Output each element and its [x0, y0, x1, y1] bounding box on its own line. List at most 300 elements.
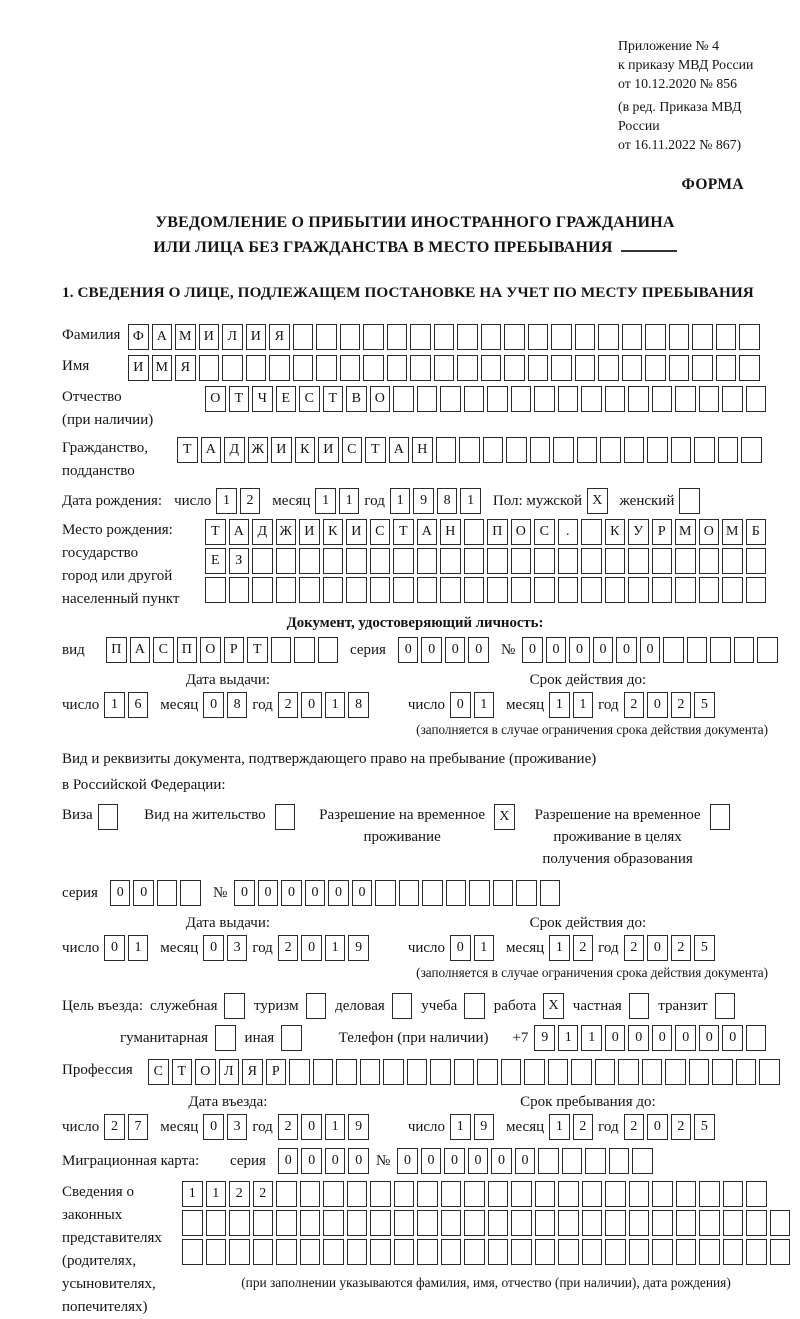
char-box — [501, 1059, 522, 1085]
firstname-boxes — [128, 355, 760, 381]
char-box: И — [346, 519, 367, 545]
char-box: 8 — [227, 692, 248, 718]
char-box — [370, 1210, 391, 1236]
char-box — [645, 324, 666, 350]
char-box: 0 — [647, 1114, 668, 1140]
entry-day-boxes — [104, 1114, 148, 1140]
char-box: 2 — [278, 935, 299, 961]
char-box — [430, 1059, 451, 1085]
valid-until-header: Срок действия до: — [529, 915, 647, 931]
phone-prefix: +7 — [512, 1029, 529, 1046]
char-box — [488, 1181, 509, 1207]
profession-label: Профессия — [62, 1062, 133, 1078]
purpose-option: частная — [573, 993, 650, 1019]
year-label: год — [252, 696, 273, 713]
purpose-checkbox — [464, 993, 485, 1019]
char-box — [736, 1059, 757, 1085]
char-box: 0 — [515, 1148, 536, 1174]
char-box — [464, 1239, 485, 1265]
char-box: 1 — [474, 935, 495, 961]
char-box: Н — [412, 437, 433, 463]
valid-year-boxes — [624, 935, 715, 961]
char-box — [488, 1239, 509, 1265]
legal-reps-label: Сведения о законных представителях (родителях, усыновителях, попечителях) — [62, 1184, 162, 1315]
legal-reps-row-3 — [182, 1239, 790, 1265]
char-box — [699, 1181, 720, 1207]
field-patronymic — [62, 386, 768, 432]
char-box — [534, 577, 555, 603]
purpose-checkbox — [392, 993, 413, 1019]
month-label: месяц — [506, 939, 545, 956]
char-box — [410, 324, 431, 350]
char-box — [652, 1181, 673, 1207]
legal-reps-row-1 — [182, 1181, 790, 1207]
char-box — [222, 355, 243, 381]
char-box — [528, 355, 549, 381]
char-box — [551, 324, 572, 350]
char-box — [276, 548, 297, 574]
char-box: П — [487, 519, 508, 545]
char-box: 0 — [675, 1025, 696, 1051]
char-box: Т — [205, 519, 226, 545]
year-label: год — [364, 492, 385, 509]
char-box — [436, 437, 457, 463]
char-box: 0 — [421, 1148, 442, 1174]
birthplace-row-1 — [205, 519, 766, 545]
issue-date-header: Дата выдачи: — [185, 915, 271, 931]
day-label: число — [62, 696, 100, 713]
option-visa — [62, 804, 118, 830]
char-box: 1 — [581, 1025, 602, 1051]
issue-day-boxes — [104, 692, 148, 718]
char-box — [675, 386, 696, 412]
char-box — [370, 577, 391, 603]
char-box — [300, 1239, 321, 1265]
legal-reps-section — [62, 1181, 768, 1319]
entry-month-boxes — [203, 1114, 247, 1140]
char-box — [600, 437, 621, 463]
char-box — [323, 1210, 344, 1236]
annex-line: (в ред. Приказа МВД России — [618, 99, 742, 133]
surname-boxes — [128, 324, 760, 350]
char-box — [746, 577, 767, 603]
char-box — [645, 355, 666, 381]
char-box: Я — [242, 1059, 263, 1085]
char-box: С — [299, 386, 320, 412]
char-box: О — [699, 519, 720, 545]
char-box — [605, 386, 626, 412]
char-box: 0 — [468, 637, 489, 663]
month-label: месяц — [160, 1118, 199, 1135]
purpose-checkbox — [281, 1025, 302, 1051]
char-box: 1 — [558, 1025, 579, 1051]
char-box — [511, 1210, 532, 1236]
char-box: 0 — [110, 880, 131, 906]
annex-line: от 10.12.2020 № 856 — [618, 76, 738, 91]
char-box — [605, 1239, 626, 1265]
char-box — [375, 880, 396, 906]
char-box: 1 — [549, 935, 570, 961]
entry-dates — [62, 1094, 768, 1140]
char-box: И — [246, 324, 267, 350]
char-box: 1 — [450, 1114, 471, 1140]
char-box — [723, 1239, 744, 1265]
char-box — [299, 548, 320, 574]
char-box — [459, 437, 480, 463]
series-label: серия — [230, 1152, 266, 1169]
char-box — [394, 1181, 415, 1207]
char-box: 0 — [301, 1114, 322, 1140]
char-box: З — [229, 548, 250, 574]
option-temp-residence-education — [535, 804, 730, 870]
char-box — [716, 355, 737, 381]
char-box: А — [417, 519, 438, 545]
char-box — [454, 1059, 475, 1085]
char-box — [540, 880, 561, 906]
char-box: С — [370, 519, 391, 545]
char-box — [535, 1181, 556, 1207]
year-label: год — [252, 939, 273, 956]
char-box — [741, 437, 762, 463]
char-box: 9 — [534, 1025, 555, 1051]
char-box — [464, 1210, 485, 1236]
doc-number-boxes — [522, 637, 778, 663]
char-box: 9 — [413, 488, 434, 514]
doc-series-boxes — [398, 637, 489, 663]
birthdate-year-boxes — [390, 488, 481, 514]
char-box: 2 — [671, 935, 692, 961]
char-box: Т — [393, 519, 414, 545]
char-box — [581, 386, 602, 412]
char-box: 5 — [694, 1114, 715, 1140]
char-box — [206, 1239, 227, 1265]
option-label: Разрешение на временное проживание в целях получения образования — [534, 807, 701, 867]
char-box: 0 — [348, 1148, 369, 1174]
field-birthdate — [62, 488, 768, 514]
char-box — [739, 355, 760, 381]
form-label: ФОРМА — [681, 176, 744, 193]
char-box: 0 — [445, 637, 466, 663]
char-box — [663, 637, 684, 663]
char-box — [506, 437, 527, 463]
char-box: Т — [365, 437, 386, 463]
series-label: серия — [62, 884, 98, 901]
char-box — [575, 324, 596, 350]
char-box: М — [175, 324, 196, 350]
char-box — [293, 324, 314, 350]
char-box: 1 — [182, 1181, 203, 1207]
char-box: П — [177, 637, 198, 663]
doc-type-boxes — [106, 637, 338, 663]
char-box: А — [389, 437, 410, 463]
char-box — [481, 355, 502, 381]
purpose-option: служебная — [150, 993, 245, 1019]
field-profession — [62, 1059, 768, 1085]
char-box — [300, 1210, 321, 1236]
char-box — [511, 386, 532, 412]
char-box — [434, 355, 455, 381]
char-box: 5 — [694, 692, 715, 718]
gender-male-checkbox: X — [587, 488, 608, 514]
char-box — [734, 637, 755, 663]
title-blank-line — [621, 237, 677, 252]
char-box — [624, 437, 645, 463]
char-box — [229, 577, 250, 603]
char-box — [393, 577, 414, 603]
char-box: 6 — [128, 692, 149, 718]
char-box — [534, 548, 555, 574]
char-box — [253, 1210, 274, 1236]
char-box — [289, 1059, 310, 1085]
char-box — [652, 1239, 673, 1265]
char-box: 0 — [640, 637, 661, 663]
char-box — [699, 577, 720, 603]
char-box — [516, 880, 537, 906]
purpose-option: учеба — [421, 993, 485, 1019]
char-box — [770, 1210, 791, 1236]
char-box: 2 — [104, 1114, 125, 1140]
month-label: месяц — [272, 492, 311, 509]
option-residence-permit — [144, 804, 295, 830]
char-box — [276, 1239, 297, 1265]
char-box — [340, 355, 361, 381]
char-box — [276, 1210, 297, 1236]
char-box: 0 — [491, 1148, 512, 1174]
char-box — [632, 1148, 653, 1174]
char-box — [577, 437, 598, 463]
char-box: 1 — [325, 692, 346, 718]
char-box — [618, 1059, 639, 1085]
char-box: 0 — [398, 637, 419, 663]
char-box — [511, 548, 532, 574]
char-box — [739, 324, 760, 350]
char-box — [669, 355, 690, 381]
char-box: 9 — [474, 1114, 495, 1140]
char-box — [446, 880, 467, 906]
char-box — [582, 1181, 603, 1207]
char-box: М — [722, 519, 743, 545]
char-box — [652, 548, 673, 574]
gender-male-label: Пол: мужской — [492, 492, 583, 509]
char-box — [293, 355, 314, 381]
gender-female-checkbox — [679, 488, 700, 514]
char-box: 1 — [104, 692, 125, 718]
char-box — [399, 880, 420, 906]
char-box — [299, 577, 320, 603]
valid-until-header: Срок действия до: — [529, 672, 647, 688]
migration-series-boxes — [278, 1148, 369, 1174]
citizenship-boxes — [177, 437, 762, 463]
option-label: Виза — [62, 807, 93, 823]
month-label: месяц — [160, 939, 199, 956]
char-box: 0 — [444, 1148, 465, 1174]
char-box: 3 — [227, 1114, 248, 1140]
char-box — [665, 1059, 686, 1085]
char-box: 0 — [234, 880, 255, 906]
char-box: А — [201, 437, 222, 463]
char-box: Т — [229, 386, 250, 412]
char-box — [535, 1239, 556, 1265]
char-box — [716, 324, 737, 350]
char-box: А — [130, 637, 151, 663]
valid-day-boxes — [450, 935, 494, 961]
char-box — [417, 1239, 438, 1265]
char-box — [346, 548, 367, 574]
stay-month-boxes — [549, 1114, 593, 1140]
char-box — [535, 1210, 556, 1236]
char-box — [511, 1239, 532, 1265]
char-box — [676, 1181, 697, 1207]
char-box: 0 — [647, 935, 668, 961]
char-box: 0 — [352, 880, 373, 906]
char-box: В — [346, 386, 367, 412]
char-box: 1 — [216, 488, 237, 514]
char-box — [323, 1181, 344, 1207]
gender-female-label: женский — [619, 492, 675, 509]
char-box: 8 — [348, 692, 369, 718]
annex-line: от 16.11.2022 № 867) — [618, 137, 742, 152]
char-box — [723, 1181, 744, 1207]
char-box — [252, 548, 273, 574]
char-box: К — [295, 437, 316, 463]
char-box — [464, 519, 485, 545]
char-box — [629, 1210, 650, 1236]
char-box: 2 — [624, 1114, 645, 1140]
char-box — [722, 548, 743, 574]
char-box — [687, 637, 708, 663]
char-box: 1 — [549, 1114, 570, 1140]
temp-residence-education-checkbox — [710, 804, 731, 830]
char-box — [394, 1210, 415, 1236]
char-box: 1 — [573, 692, 594, 718]
year-label: год — [598, 696, 619, 713]
char-box — [253, 1239, 274, 1265]
char-box — [710, 637, 731, 663]
char-box — [417, 386, 438, 412]
char-box: 0 — [546, 637, 567, 663]
char-box — [180, 880, 201, 906]
char-box: 0 — [301, 935, 322, 961]
purpose-checkbox — [306, 993, 327, 1019]
char-box: Р — [266, 1059, 287, 1085]
char-box — [558, 1239, 579, 1265]
char-box: 1 — [549, 692, 570, 718]
char-box — [246, 355, 267, 381]
char-box — [441, 1239, 462, 1265]
char-box — [504, 355, 525, 381]
char-box: Р — [224, 637, 245, 663]
char-box — [582, 1239, 603, 1265]
char-box — [347, 1239, 368, 1265]
title-line-2: ИЛИ ЛИЦА БЕЗ ГРАЖДАНСТВА В МЕСТО ПРЕБЫВАНИЯ — [62, 235, 768, 260]
char-box — [318, 637, 339, 663]
purpose-row-1 — [62, 993, 768, 1019]
char-box: 3 — [227, 935, 248, 961]
char-box — [370, 1181, 391, 1207]
char-box: Л — [219, 1059, 240, 1085]
char-box — [417, 1181, 438, 1207]
char-box — [457, 324, 478, 350]
char-box: 0 — [421, 637, 442, 663]
identity-doc-row — [62, 637, 768, 663]
char-box: 0 — [647, 692, 668, 718]
char-box — [699, 1210, 720, 1236]
char-box — [534, 386, 555, 412]
char-box: 0 — [203, 692, 224, 718]
char-box — [605, 1210, 626, 1236]
char-box — [313, 1059, 334, 1085]
char-box — [347, 1210, 368, 1236]
char-box: 0 — [450, 935, 471, 961]
temp-residence-checkbox: X — [494, 804, 515, 830]
char-box: 2 — [671, 1114, 692, 1140]
char-box — [229, 1210, 250, 1236]
birthplace-row-3 — [205, 577, 766, 603]
char-box: 2 — [229, 1181, 250, 1207]
char-box: 2 — [573, 1114, 594, 1140]
document-title — [62, 210, 768, 260]
phone-label: Телефон (при наличии) — [338, 1029, 489, 1046]
char-box: 5 — [694, 935, 715, 961]
char-box: Я — [175, 355, 196, 381]
migration-card-label: Миграционная карта: — [62, 1152, 200, 1169]
char-box — [481, 324, 502, 350]
char-box: О — [511, 519, 532, 545]
char-box: 0 — [593, 637, 614, 663]
purpose-intro: Цель въезда: — [62, 997, 143, 1014]
char-box: 2 — [278, 1114, 299, 1140]
char-box — [712, 1059, 733, 1085]
day-label: число — [407, 939, 446, 956]
char-box — [746, 548, 767, 574]
char-box — [629, 1181, 650, 1207]
char-box: О — [200, 637, 221, 663]
char-box — [528, 324, 549, 350]
char-box: М — [152, 355, 173, 381]
char-box: 8 — [437, 488, 458, 514]
char-box: 0 — [301, 692, 322, 718]
char-box — [562, 1148, 583, 1174]
char-box: 0 — [450, 692, 471, 718]
char-box — [483, 437, 504, 463]
char-box — [487, 577, 508, 603]
char-box — [340, 324, 361, 350]
char-box: Р — [652, 519, 673, 545]
day-label: число — [407, 1118, 446, 1135]
annex-line: Приложение № 4 — [618, 38, 720, 53]
char-box: 1 — [390, 488, 411, 514]
char-box: 0 — [203, 935, 224, 961]
char-box — [440, 548, 461, 574]
char-box — [538, 1148, 559, 1174]
char-box — [434, 324, 455, 350]
char-box: 0 — [397, 1148, 418, 1174]
char-box: Т — [247, 637, 268, 663]
field-birthplace — [62, 519, 768, 611]
char-box — [493, 880, 514, 906]
char-box: 0 — [301, 1148, 322, 1174]
char-box: 0 — [281, 880, 302, 906]
char-box — [622, 355, 643, 381]
char-box: 2 — [671, 692, 692, 718]
char-box: 9 — [348, 1114, 369, 1140]
day-label: число — [174, 492, 212, 509]
char-box: И — [318, 437, 339, 463]
char-box — [199, 355, 220, 381]
migration-number-boxes — [397, 1148, 653, 1174]
char-box — [323, 548, 344, 574]
valid-day-boxes — [450, 692, 494, 718]
